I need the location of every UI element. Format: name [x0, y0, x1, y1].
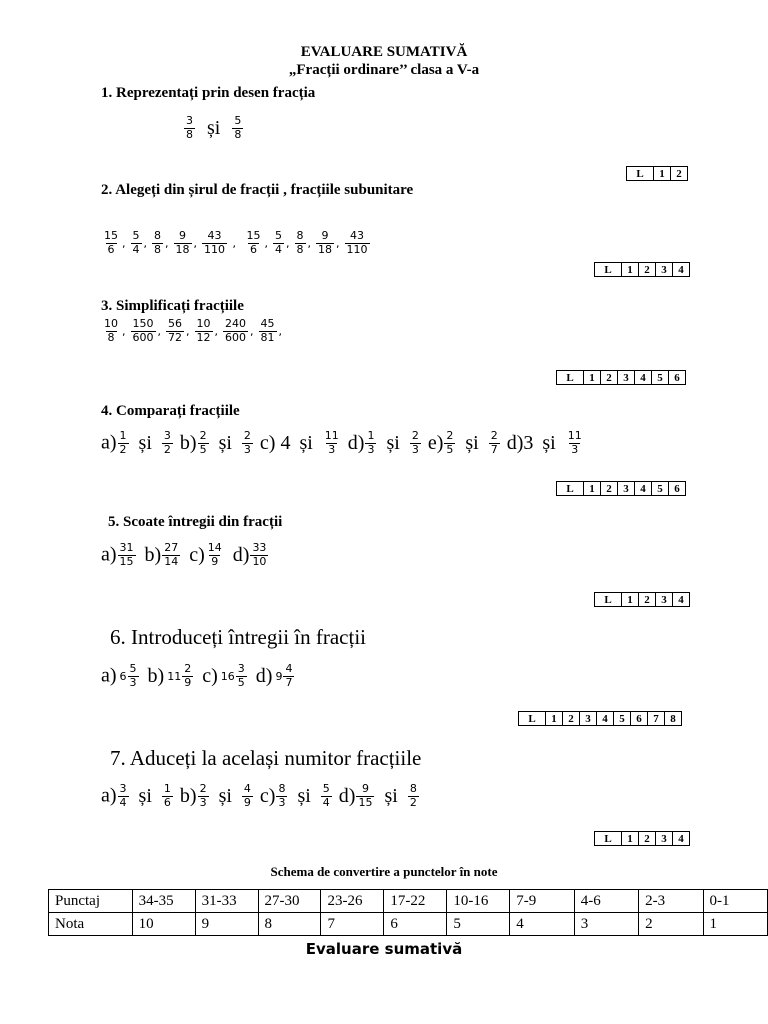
text-label: a) [101, 664, 117, 687]
numerator: 9 [321, 229, 329, 242]
fraction [102, 230, 120, 256]
numerator: 27 [164, 541, 179, 554]
fraction [295, 230, 306, 256]
fraction [283, 663, 294, 689]
text-label: b) [179, 784, 197, 807]
separator: , [122, 324, 126, 338]
question-text: Alegeți din șirul de fracții , fracțiile subunitare [115, 182, 414, 198]
conversion-table-wrap [48, 889, 768, 936]
denominator: 3 [129, 675, 137, 689]
numerator: 3 [163, 429, 171, 442]
numerator: 150 [132, 317, 154, 330]
conversion-title: Schema de convertire a punctelor în note [270, 864, 498, 879]
denominator: 9 [184, 675, 192, 689]
separator: , [186, 324, 190, 338]
denominator: 7 [285, 675, 293, 689]
denominator: 7 [490, 442, 498, 456]
numerator: 2 [184, 662, 192, 675]
fraction [166, 318, 184, 344]
score-grid-q4 [556, 481, 686, 496]
numerator: 43 [207, 229, 222, 242]
denominator: 3 [411, 442, 419, 456]
text-label: c) [259, 784, 276, 807]
question-number: 1. [101, 85, 113, 101]
denominator: 8 [296, 242, 304, 256]
score-point: 1 [584, 371, 601, 385]
score-grid-q1 [626, 166, 688, 181]
score-label: L [627, 167, 654, 181]
score-table [626, 166, 688, 181]
fraction [202, 230, 227, 256]
fraction [182, 663, 193, 689]
score-table [594, 831, 690, 846]
denominator: 18 [175, 242, 190, 256]
fraction [162, 783, 173, 809]
fraction [102, 318, 120, 344]
denominator: 2 [409, 795, 417, 809]
denominator: 3 [367, 442, 375, 456]
denominator: 9 [243, 795, 251, 809]
fraction [236, 663, 247, 689]
table-cell: 0-1 [703, 890, 767, 913]
score-label: L [557, 482, 584, 496]
score-grid-q6 [518, 711, 682, 726]
denominator: 15 [358, 795, 373, 809]
denominator: 6 [250, 242, 257, 256]
score-grid-q7 [594, 831, 690, 846]
separator: , [307, 236, 311, 250]
question-text: Simplificați fracțiile [116, 298, 244, 314]
score-table [594, 262, 690, 277]
fraction [250, 542, 268, 568]
table-cell: 2 [639, 913, 703, 936]
score-point: 4 [635, 371, 652, 385]
numerator: 45 [260, 317, 275, 330]
table-cell: 6 [384, 913, 447, 936]
score-point: 2 [671, 167, 688, 181]
separator: , [122, 236, 126, 250]
score-point: 7 [648, 712, 665, 726]
denominator: 4 [119, 795, 127, 809]
fraction [162, 542, 180, 568]
denominator: 72 [168, 330, 182, 344]
table-cell: 7-9 [510, 890, 574, 913]
text-label: și [133, 431, 157, 454]
table-cell: 9 [195, 913, 258, 936]
text-label: d) [338, 784, 356, 807]
text-label: și [292, 784, 316, 807]
question-text: Comparați fracțiile [116, 403, 240, 419]
fraction [206, 542, 224, 568]
conversion-row-grades [49, 913, 768, 936]
fraction [444, 430, 455, 456]
denominator: 10 [252, 554, 267, 568]
denominator: 110 [346, 242, 368, 256]
question-number: 2. [101, 182, 113, 198]
numerator: 2 [243, 429, 251, 442]
separator: , [229, 236, 240, 250]
denominator: 8 [154, 242, 161, 256]
fraction [276, 783, 287, 809]
text-label: și [213, 431, 237, 454]
score-point: 4 [673, 593, 690, 607]
denominator: 5 [446, 442, 454, 456]
denominator: 9 [211, 554, 219, 568]
text-label: c) 4 [259, 431, 291, 454]
separator: , [278, 324, 282, 338]
fraction [365, 430, 376, 456]
score-point: 4 [635, 482, 652, 496]
denominator: 4 [132, 242, 140, 256]
numerator: 240 [225, 317, 246, 330]
question-2-heading [101, 182, 413, 199]
fraction [131, 318, 156, 344]
score-table [556, 370, 686, 385]
fraction [410, 430, 421, 456]
numerator: 15 [246, 229, 261, 242]
fraction [232, 115, 243, 141]
score-point: 2 [639, 593, 656, 607]
conversion-table [48, 889, 768, 936]
row-header: Punctaj [49, 890, 133, 913]
fraction [259, 318, 277, 344]
denominator: 14 [164, 554, 179, 568]
numerator: 8 [296, 229, 304, 242]
score-point: 3 [580, 712, 597, 726]
score-point: 1 [622, 832, 639, 846]
text-label: d) [255, 664, 273, 687]
text-label: b) [144, 543, 162, 566]
numerator: 5 [322, 782, 330, 795]
text-label: c) [202, 664, 218, 687]
numerator: 4 [243, 782, 251, 795]
question-1-fractions [183, 115, 244, 141]
score-label: L [595, 263, 622, 277]
numerator: 14 [207, 541, 222, 554]
separator: , [286, 236, 290, 250]
numerator: 10 [196, 317, 211, 330]
separator: , [214, 324, 218, 338]
score-point: 2 [601, 482, 618, 496]
numerator: 9 [179, 229, 186, 242]
text-label: și [213, 784, 237, 807]
text-label: a) [101, 543, 117, 566]
score-table [594, 592, 690, 607]
whole-part: 11 [167, 669, 182, 683]
question-7-heading: 7. Aduceți la același numitor fracțiile [110, 746, 422, 770]
text-label: d)3 [506, 431, 534, 454]
text-label: d) [347, 431, 365, 454]
table-cell: 2-3 [639, 890, 703, 913]
fraction [566, 430, 584, 456]
fraction [345, 230, 370, 256]
text-label: b) [179, 431, 197, 454]
denominator: 5 [199, 442, 207, 456]
denominator: 2 [163, 442, 171, 456]
denominator: 15 [119, 554, 134, 568]
denominator: 2 [119, 442, 127, 456]
separator: , [143, 236, 147, 250]
table-cell: 4 [510, 913, 574, 936]
numerator: 8 [154, 229, 161, 242]
question-3-fraction-list [101, 318, 286, 344]
score-point: 2 [563, 712, 580, 726]
denominator: 110 [204, 242, 225, 256]
denominator: 4 [322, 795, 330, 809]
score-point: 4 [673, 263, 690, 277]
whole-part: 9 [275, 669, 283, 683]
separator: , [165, 236, 169, 250]
table-cell: 4-6 [574, 890, 638, 913]
denominator: 3 [328, 442, 336, 456]
numerator: 1 [367, 429, 375, 442]
fraction [408, 783, 419, 809]
score-point: 3 [618, 482, 635, 496]
numerator: 10 [104, 317, 118, 330]
denominator: 4 [275, 242, 282, 256]
denominator: 5 [237, 675, 245, 689]
score-point: 4 [597, 712, 614, 726]
question-3-heading [101, 298, 244, 315]
numerator: 5 [132, 229, 140, 242]
score-point: 2 [639, 832, 656, 846]
fraction [245, 230, 263, 256]
numerator: 33 [252, 541, 267, 554]
fraction [321, 783, 332, 809]
question-number: 5. [108, 514, 120, 530]
table-cell: 1 [703, 913, 767, 936]
score-point: 5 [652, 371, 669, 385]
numerator: 3 [237, 662, 245, 675]
question-7-items [101, 783, 420, 809]
numerator: 11 [567, 429, 582, 442]
fraction [118, 542, 136, 568]
numerator: 2 [199, 782, 207, 795]
score-point: 3 [618, 371, 635, 385]
numerator: 5 [275, 229, 282, 242]
denominator: 3 [199, 795, 207, 809]
score-point: 5 [614, 712, 631, 726]
separator: , [336, 236, 340, 250]
denominator: 3 [571, 442, 579, 456]
score-point: 5 [652, 482, 669, 496]
table-cell: 10 [132, 913, 195, 936]
fraction [118, 783, 129, 809]
score-point: 3 [656, 832, 673, 846]
text-label: și [294, 431, 318, 454]
score-point: 8 [665, 712, 682, 726]
table-cell: 31-33 [195, 890, 258, 913]
separator: , [250, 324, 254, 338]
table-cell: 34-35 [132, 890, 195, 913]
score-point: 3 [656, 593, 673, 607]
page-title: EVALUARE SUMATIVĂ [300, 44, 468, 60]
question-text: Reprezentați prin desen fracția [116, 85, 316, 101]
score-grid-q5 [594, 592, 690, 607]
denominator: 8 [107, 330, 115, 344]
text-label: a) [101, 431, 117, 454]
numerator: 4 [285, 662, 293, 675]
fraction [174, 230, 192, 256]
score-point: 4 [673, 832, 690, 846]
text-label: și [460, 431, 484, 454]
fraction [242, 430, 253, 456]
fraction [223, 318, 248, 344]
numerator: 8 [278, 782, 286, 795]
text-label: și [379, 784, 403, 807]
score-table [556, 481, 686, 496]
separator: , [193, 236, 197, 250]
text-label: b) [147, 664, 165, 687]
table-cell: 7 [321, 913, 384, 936]
score-table [518, 711, 682, 726]
whole-part: 6 [119, 669, 127, 683]
score-grid-q3 [556, 370, 686, 385]
numerator: 1 [163, 782, 171, 795]
fraction [273, 230, 284, 256]
text-label: d) [232, 543, 250, 566]
score-point: 6 [631, 712, 648, 726]
table-cell: 10-16 [447, 890, 510, 913]
score-point: 1 [622, 593, 639, 607]
score-point: 1 [546, 712, 563, 726]
fraction [323, 430, 341, 456]
footer-title: Evaluare sumativă [305, 940, 463, 958]
numerator: 5 [234, 114, 242, 127]
fraction [316, 230, 334, 256]
score-grid-q2 [594, 262, 690, 277]
fraction [152, 230, 163, 256]
numerator: 2 [199, 429, 207, 442]
score-label: L [595, 832, 622, 846]
score-point: 1 [584, 482, 601, 496]
numerator: 43 [350, 229, 364, 242]
denominator: 3 [243, 442, 251, 456]
text-label: a) [101, 784, 117, 807]
question-4-heading [101, 403, 240, 420]
page-subtitle: „Fracții ordinare’’ clasa a V-a [288, 62, 480, 78]
table-cell: 8 [258, 913, 321, 936]
score-label: L [519, 712, 546, 726]
fraction [195, 318, 213, 344]
denominator: 6 [107, 242, 115, 256]
numerator: 2 [411, 429, 419, 442]
question-number: 4. [101, 403, 113, 419]
whole-part: 16 [220, 669, 235, 683]
denominator: 12 [196, 330, 211, 344]
question-number: 3. [101, 298, 113, 314]
question-6-items [101, 663, 295, 689]
score-point: 3 [656, 263, 673, 277]
fraction [198, 783, 209, 809]
text-label: și [133, 784, 157, 807]
numerator: 5 [129, 662, 137, 675]
numerator: 2 [490, 429, 498, 442]
score-point: 1 [622, 263, 639, 277]
text-label: și [537, 431, 561, 454]
score-label: L [595, 593, 622, 607]
denominator: 3 [278, 795, 286, 809]
text-label: c) [189, 543, 205, 566]
fraction [131, 230, 142, 256]
text-label: și [381, 431, 405, 454]
denominator: 8 [186, 127, 193, 141]
question-2-fraction-list [101, 230, 376, 256]
numerator: 3 [119, 782, 127, 795]
question-text: Scoate întregii din fracții [123, 514, 283, 530]
numerator: 2 [446, 429, 454, 442]
separator: , [264, 236, 268, 250]
denominator: 600 [132, 330, 154, 344]
table-cell: 27-30 [258, 890, 321, 913]
question-4-comparisons [101, 430, 585, 456]
denominator: 18 [318, 242, 332, 256]
question-5-items [101, 542, 269, 568]
table-cell: 3 [574, 913, 638, 936]
row-header: Nota [49, 913, 133, 936]
score-point: 6 [669, 482, 686, 496]
table-cell: 23-26 [321, 890, 384, 913]
score-point: 2 [601, 371, 618, 385]
numerator: 15 [104, 229, 118, 242]
fraction [198, 430, 209, 456]
text-label: e) [427, 431, 444, 454]
numerator: 11 [324, 429, 339, 442]
table-cell: 17-22 [384, 890, 447, 913]
fraction [356, 783, 374, 809]
fraction [242, 783, 253, 809]
denominator: 8 [234, 127, 242, 141]
fraction [118, 430, 129, 456]
numerator: 9 [361, 782, 369, 795]
denominator: 81 [260, 330, 275, 344]
score-point: 6 [669, 371, 686, 385]
question-1-heading [101, 85, 315, 102]
conversion-row-points [49, 890, 768, 913]
denominator: 600 [225, 330, 246, 344]
fraction [184, 115, 195, 141]
table-cell: 5 [447, 913, 510, 936]
question-6-heading: 6. Introduceți întregii în fracții [110, 625, 366, 649]
numerator: 31 [119, 541, 134, 554]
numerator: 56 [168, 317, 182, 330]
score-point: 2 [639, 263, 656, 277]
numerator: 1 [119, 429, 127, 442]
fraction [162, 430, 173, 456]
numerator: 8 [409, 782, 417, 795]
fraction [128, 663, 139, 689]
question-5-heading [108, 514, 282, 531]
numerator: 3 [186, 114, 193, 127]
denominator: 6 [163, 795, 171, 809]
score-label: L [557, 371, 584, 385]
text-label: și [202, 116, 226, 139]
separator: , [157, 324, 161, 338]
score-point: 1 [654, 167, 671, 181]
fraction [489, 430, 500, 456]
